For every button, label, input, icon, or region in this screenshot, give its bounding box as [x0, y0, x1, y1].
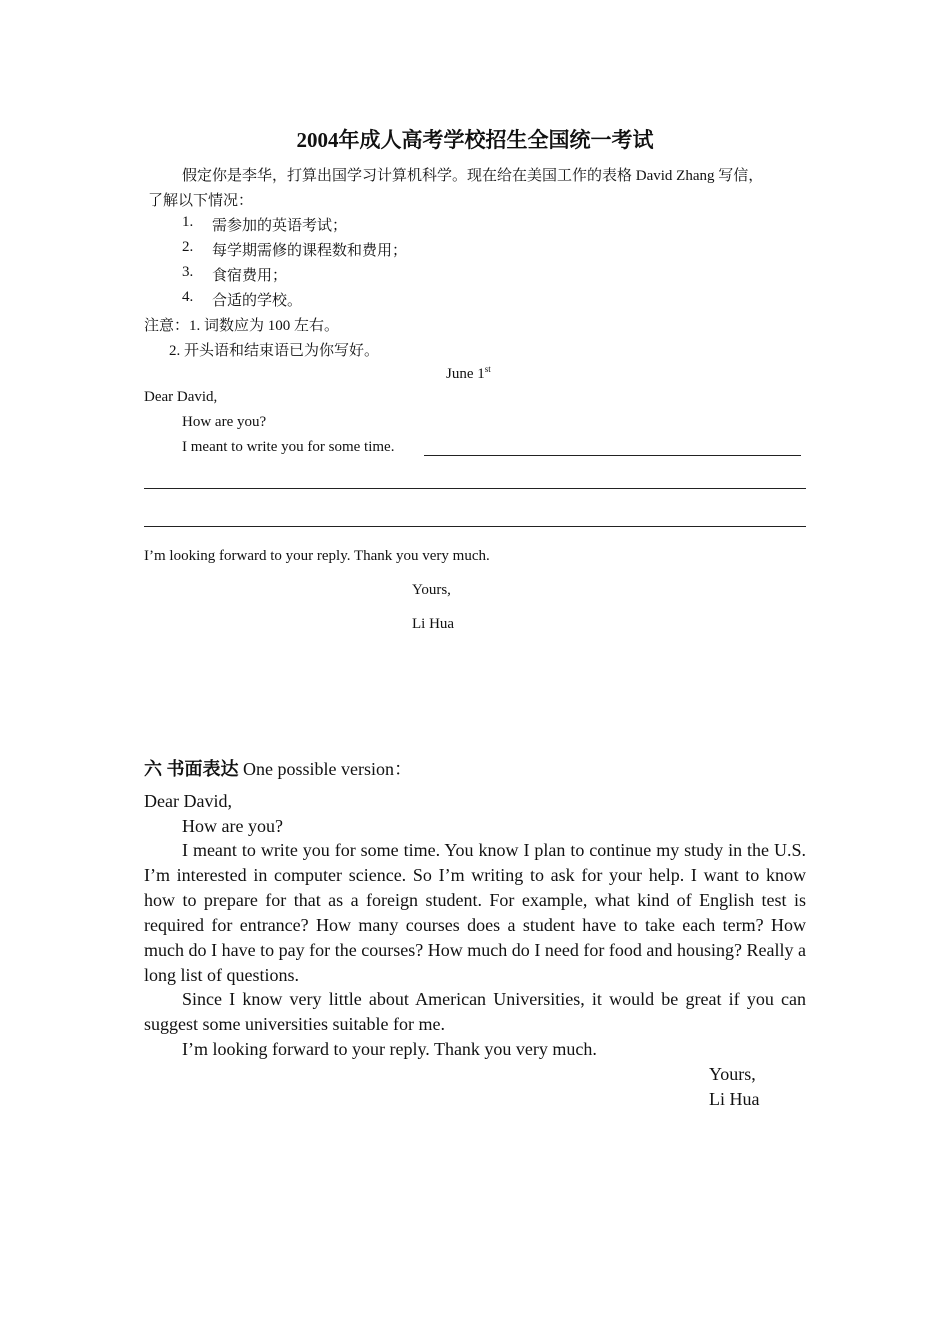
template-signoff: Yours,: [412, 582, 451, 598]
answer-greeting: How are you?: [182, 816, 283, 836]
prompt-intro-line2: 了解以下情况：: [148, 193, 254, 209]
template-salutation: Dear David,: [144, 389, 218, 405]
answer-heading-section: 六 书面表达: [144, 759, 239, 779]
template-date-suffix: st: [484, 364, 491, 374]
answer-paragraph-2: [144, 987, 806, 1037]
prompt-item-num-2: 2.: [182, 239, 194, 255]
prompt-item-num-4: 4.: [182, 289, 194, 305]
template-date-text: June 1: [446, 366, 485, 382]
template-date: [446, 364, 491, 383]
prompt-item-1: 需参加的英语考试；: [212, 218, 348, 234]
prompt-item-2: 每学期需修的课程数和费用；: [212, 243, 408, 259]
answer-paragraph-1: [144, 838, 806, 988]
prompt-note-2: 2. 开头语和结束语已为你写好。: [169, 343, 380, 359]
prompt-item-num-3: 3.: [182, 264, 194, 280]
answer-signoff: Yours,: [709, 1064, 756, 1084]
answer-blank-line-2[interactable]: [144, 488, 806, 489]
answer-paragraph-3: [144, 1037, 806, 1062]
prompt-note-1: 注意：1. 词数应为 100 左右。: [144, 318, 340, 334]
answer-salutation: Dear David,: [144, 791, 232, 811]
answer-paragraph-3-text: I’m looking forward to your reply. Thank you very much.: [182, 1039, 597, 1059]
answer-heading-subtitle: One possible version：: [238, 759, 412, 779]
template-name: Li Hua: [412, 616, 455, 632]
prompt-item-4: 合适的学校。: [212, 293, 303, 309]
prompt-intro-line1: 假定你是李华，打算出国学习计算机科学。现在给在美国工作的表格 David Zhang 写信，: [182, 168, 764, 184]
prompt-item-3: 食宿费用；: [212, 268, 288, 284]
answer-paragraph-1-text: I meant to write you for some time. You know I plan to continue my study in the U.S. I’m interested in computer science. So I’m writing to ask for your help. I want to know how to prepare for that as a foreign student. For example, what kind of English test is required for entrance? How many courses does a student have to take each term? How much do I have to pay for the courses? How much do I need for food and housing? Really a long list of questions.: [144, 840, 806, 985]
answer-paragraph-2-text: Since I know very little about American Universities, it would be great if you can suggest some universities suitable for me.: [144, 989, 806, 1034]
template-closing: I’m looking forward to your reply. Thank you very much.: [144, 548, 490, 564]
answer-blank-line-1[interactable]: [424, 455, 801, 456]
answer-heading: [144, 755, 412, 781]
prompt-item-num-1: 1.: [182, 214, 194, 230]
page-title: 2004年成人高考学校招生全国统一考试: [296, 128, 654, 152]
template-greeting: How are you?: [182, 414, 267, 430]
template-opening: I meant to write you for some time.: [182, 439, 395, 455]
answer-blank-line-3[interactable]: [144, 526, 806, 527]
answer-name: Li Hua: [709, 1089, 760, 1109]
